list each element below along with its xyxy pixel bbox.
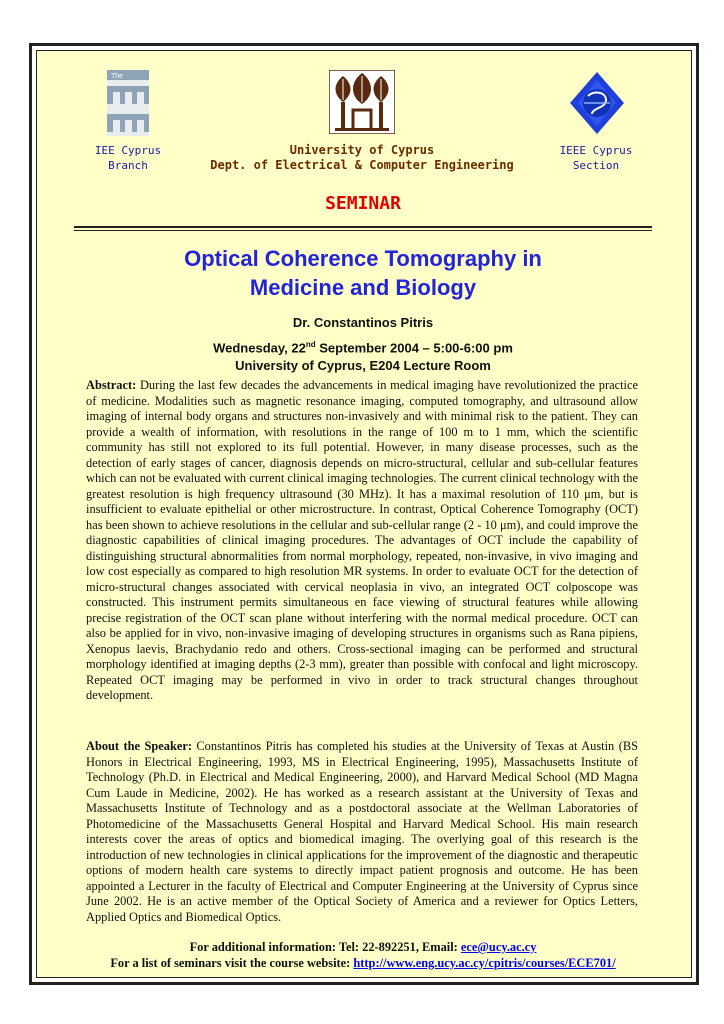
ieee-label-line2: Section bbox=[572, 159, 620, 172]
date-prefix: Wednesday, 22 bbox=[213, 340, 306, 356]
ieee-logo bbox=[566, 70, 628, 136]
heading-rule-thick bbox=[74, 226, 652, 228]
abstract-text: During the last few decades the advancements in medical imaging have revolutionized the practice of medicine. Modalities such as magnetic resonance imaging, computed tomography, and ultrasound allow imaging of internal body organs and structures non-invasively and with minimal risk to the patient. They can provide a wealth of information, with resolutions in the range of 100 m to 1 mm, which the scientific community has still not explored to its full potential. However, in many disease processes, such as the detection of early stages of cancer, diagnosis depends on micro-structural, cellular and sub-cellular features which can not be evaluated with current clinical imaging technologies. The current clinical technology with the greatest resolution is high frequency ultrasound (30 MHz). It has a maximal resolution of 110 μm, but is insufficient to evaluate epithelial or other microstructure. In contrast, Optical Coherence Tomography (OCT) has been shown to achieve resolutions in the cellular and sub-cellular range (2 - 10 μm), and could improve the diagnostic capabilities of clinical imaging procedures. The advantages of OCT include the capability of distinguishing structural abnormalities from normal morphology, repeated, non-invasive, in vivo imaging and low cost especially as compared to high resolution MR systems. In order to evaluate OCT for the detection of micro-structural changes associated with cervical neoplasia in vivo, an integrated OCT colposcope was constructed. This instrument permits simultaneous en face viewing of structural features while allowing precise registration of the OCT scan plane without interfering with the normal medical procedure. OCT can also be applied for in vivo, non-invasive imaging of developing structures in organisms such as Rana pipiens, Xenopus laevis, Brachydanio redo and others. Cross-sectional imaging can be performed and structural morphology identified at imaging depths (2-3 mm), greater than possible with confocal and light microscopy. Repeated OCT imaging may be performed in vivo in order to track structural changes throughout development. bbox=[86, 378, 638, 702]
iee-logo-tag: The bbox=[111, 73, 124, 80]
speaker-bio-paragraph bbox=[86, 739, 638, 925]
contact-footer bbox=[74, 939, 652, 971]
ucy-logo-icon bbox=[329, 70, 395, 134]
seminar-list-line bbox=[74, 955, 652, 971]
speaker-bio-text: Constantinos Pitris has completed his studies at the University of Texas at Austin (BS Honors in Electrical Engineering, 1993, MS in Electrical Engineering, 1995), Massachusetts Institute of Technology (Ph.D. in Electrical and Medical Engineering, 2000), and Harvard Medical School (MD Magna Cum Laude in Medicine, 2002). He has worked as a research assistant at the University of Texas and Massachusetts Institute of Technology and as a postdoctoral associate at the Wellman Laboratories of Photomedicine of the Massachusetts General Hospital and Harvard Medical School. His main research interests cover the areas of optics and biomedical imaging. The overlying goal of this research is the introduction of new technologies in clinical applications for the improvement of the diagnostic and therapeutic options of modern health care systems to directly impact patient prognosis and outcome. He has been appointed a Lecturer in the faculty of Electrical and Computer Engineering at the University of Cyprus since June 2002. He is an active member of the Optical Society of America and a reviewer for Optics Letters, Applied Optics and Biomedical Optics. bbox=[86, 739, 638, 924]
university-name: University of Cyprus bbox=[289, 143, 435, 157]
talk-date bbox=[74, 336, 652, 357]
ieee-logo-icon bbox=[566, 70, 628, 136]
speaker-name: Dr. Constantinos Pitris bbox=[292, 315, 434, 330]
email-link[interactable]: ece@ucy.ac.cy bbox=[460, 940, 537, 954]
seminar-list-prefix: For a list of seminars visit the course website: bbox=[110, 956, 354, 970]
talk-title bbox=[74, 244, 652, 302]
iee-logo-icon bbox=[107, 70, 149, 136]
abstract-paragraph bbox=[86, 378, 638, 704]
ucy-logo bbox=[329, 70, 395, 134]
date-suffix: September 2004 – 5:00-6:00 pm bbox=[315, 340, 513, 356]
iee-label-line2: Branch bbox=[108, 159, 148, 172]
abstract-label: Abstract: bbox=[86, 378, 137, 392]
university-header bbox=[180, 143, 544, 173]
heading-rule-thin bbox=[74, 230, 652, 231]
iee-logo bbox=[107, 70, 149, 136]
course-website-link[interactable]: http://www.eng.ucy.ac.cy/cpitris/courses/ECE701/ bbox=[353, 956, 616, 970]
talk-title-line1: Optical Coherence Tomography in bbox=[184, 246, 542, 271]
speaker-bio-label: About the Speaker: bbox=[86, 739, 192, 753]
iee-label-line1: IEE Cyprus bbox=[94, 144, 162, 157]
ieee-label-line1: IEEE Cyprus bbox=[559, 144, 633, 157]
contact-info-line bbox=[74, 939, 652, 955]
department-name: Dept. of Electrical & Computer Engineering bbox=[210, 158, 514, 172]
talk-location: University of Cyprus, E204 Lecture Room bbox=[235, 358, 491, 374]
seminar-heading: SEMINAR bbox=[325, 193, 401, 214]
talk-title-line2: Medicine and Biology bbox=[249, 275, 477, 300]
contact-info-prefix: For additional information: Tel: 22-892251, Email: bbox=[189, 940, 461, 954]
talk-details bbox=[74, 314, 652, 375]
date-suffix-ordinal: nd bbox=[305, 340, 316, 349]
ieee-label bbox=[546, 143, 646, 173]
iee-label bbox=[78, 143, 178, 173]
